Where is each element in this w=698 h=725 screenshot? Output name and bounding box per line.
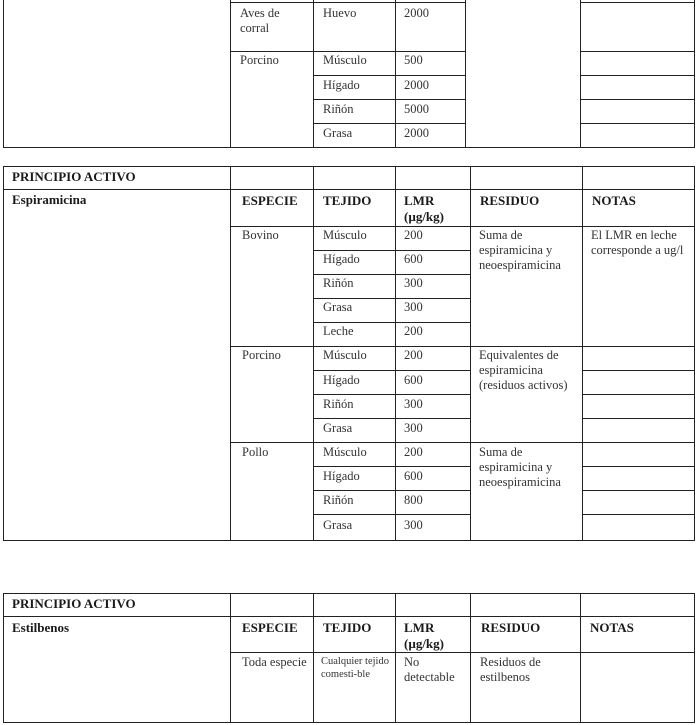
cell-tejido: Grasa (323, 421, 353, 435)
cell-lmr: 300 (404, 518, 423, 532)
col-header-lmr: LMR (µg/kg) (404, 193, 444, 224)
cell-tejido: Grasa (323, 300, 353, 314)
cell-tejido: Músculo (323, 445, 367, 459)
col-header-residuo: RESIDUO (480, 193, 540, 208)
cell-tejido: Hígado (323, 469, 360, 483)
cell-tejido: Hígado (323, 373, 360, 387)
tejido-cell: Cualquier tejido comesti-ble (321, 656, 389, 680)
cell-tejido: Riñón (323, 102, 354, 116)
compound-name: Espiramicina (12, 192, 87, 207)
cell-lmr: 2000 (404, 126, 429, 140)
cell-lmr: 200 (404, 348, 423, 362)
cell-lmr: 2000 (404, 6, 429, 20)
col-header-residuo: RESIDUO (481, 620, 541, 635)
cell-tejido: Grasa (323, 518, 353, 532)
residuo-cell: Suma de espiramicina y neoespiramicina (479, 228, 561, 272)
cell-lmr: 300 (404, 300, 423, 314)
col-header-especie: ESPECIE (242, 193, 298, 208)
cell-tejido: Hígado (323, 78, 360, 92)
cell-lmr: 600 (404, 469, 423, 483)
cell-tejido: Riñón (323, 493, 354, 507)
cell-tejido: Riñón (323, 397, 354, 411)
lmr-cell: No detectable (404, 655, 455, 684)
cell-especie: Porcino (240, 53, 279, 67)
species-name: Porcino (242, 348, 281, 362)
cell-tejido: Músculo (323, 348, 367, 362)
compound-name: Estilbenos (12, 620, 70, 635)
cell-lmr: 5000 (404, 102, 429, 116)
cell-tejido: Hígado (323, 252, 360, 266)
col-header-notas: NOTAS (590, 620, 634, 635)
cell-lmr: 300 (404, 276, 423, 290)
col-header-tejido: TEJIDO (323, 620, 372, 635)
col-header-lmr: LMR (µg/kg) (404, 620, 444, 651)
cell-lmr: 500 (404, 53, 423, 67)
notas-cell: El LMR en leche corresponde a ug/l (591, 228, 684, 257)
species-name: Bovino (242, 228, 279, 242)
residuo-cell: Residuos de estilbenos (480, 655, 541, 684)
cell-lmr: 300 (404, 397, 423, 411)
cell-tejido: Músculo (323, 53, 367, 67)
cell-tejido: Leche (323, 324, 354, 338)
cell-lmr: 600 (404, 373, 423, 387)
residuo-cell: Equivalentes de espiramicina (residuos activos) (479, 348, 568, 392)
cell-tejido: Músculo (323, 228, 367, 242)
especie-cell: Toda especie (242, 655, 307, 669)
species-name: Pollo (242, 445, 269, 459)
cell-lmr: 200 (404, 324, 423, 338)
cell-tejido: Grasa (323, 126, 353, 140)
residuo-cell: Suma de espiramicina y neoespiramicina (479, 445, 561, 489)
cell-lmr: 2000 (404, 78, 429, 92)
col-header-tejido: TEJIDO (323, 193, 372, 208)
cell-tejido: Riñón (323, 276, 354, 290)
cell-lmr: 200 (404, 228, 423, 242)
col-header-notas: NOTAS (592, 193, 636, 208)
cell-lmr: 600 (404, 252, 423, 266)
cell-lmr: 300 (404, 421, 423, 435)
cell-tejido: Huevo (323, 6, 357, 20)
cell-especie: Aves de corral (240, 6, 280, 35)
cell-lmr: 200 (404, 445, 423, 459)
principio-activo-label: PRINCIPIO ACTIVO (12, 169, 136, 184)
principio-activo-label: PRINCIPIO ACTIVO (12, 596, 136, 611)
cell-lmr: 800 (404, 493, 423, 507)
col-header-especie: ESPECIE (242, 620, 298, 635)
